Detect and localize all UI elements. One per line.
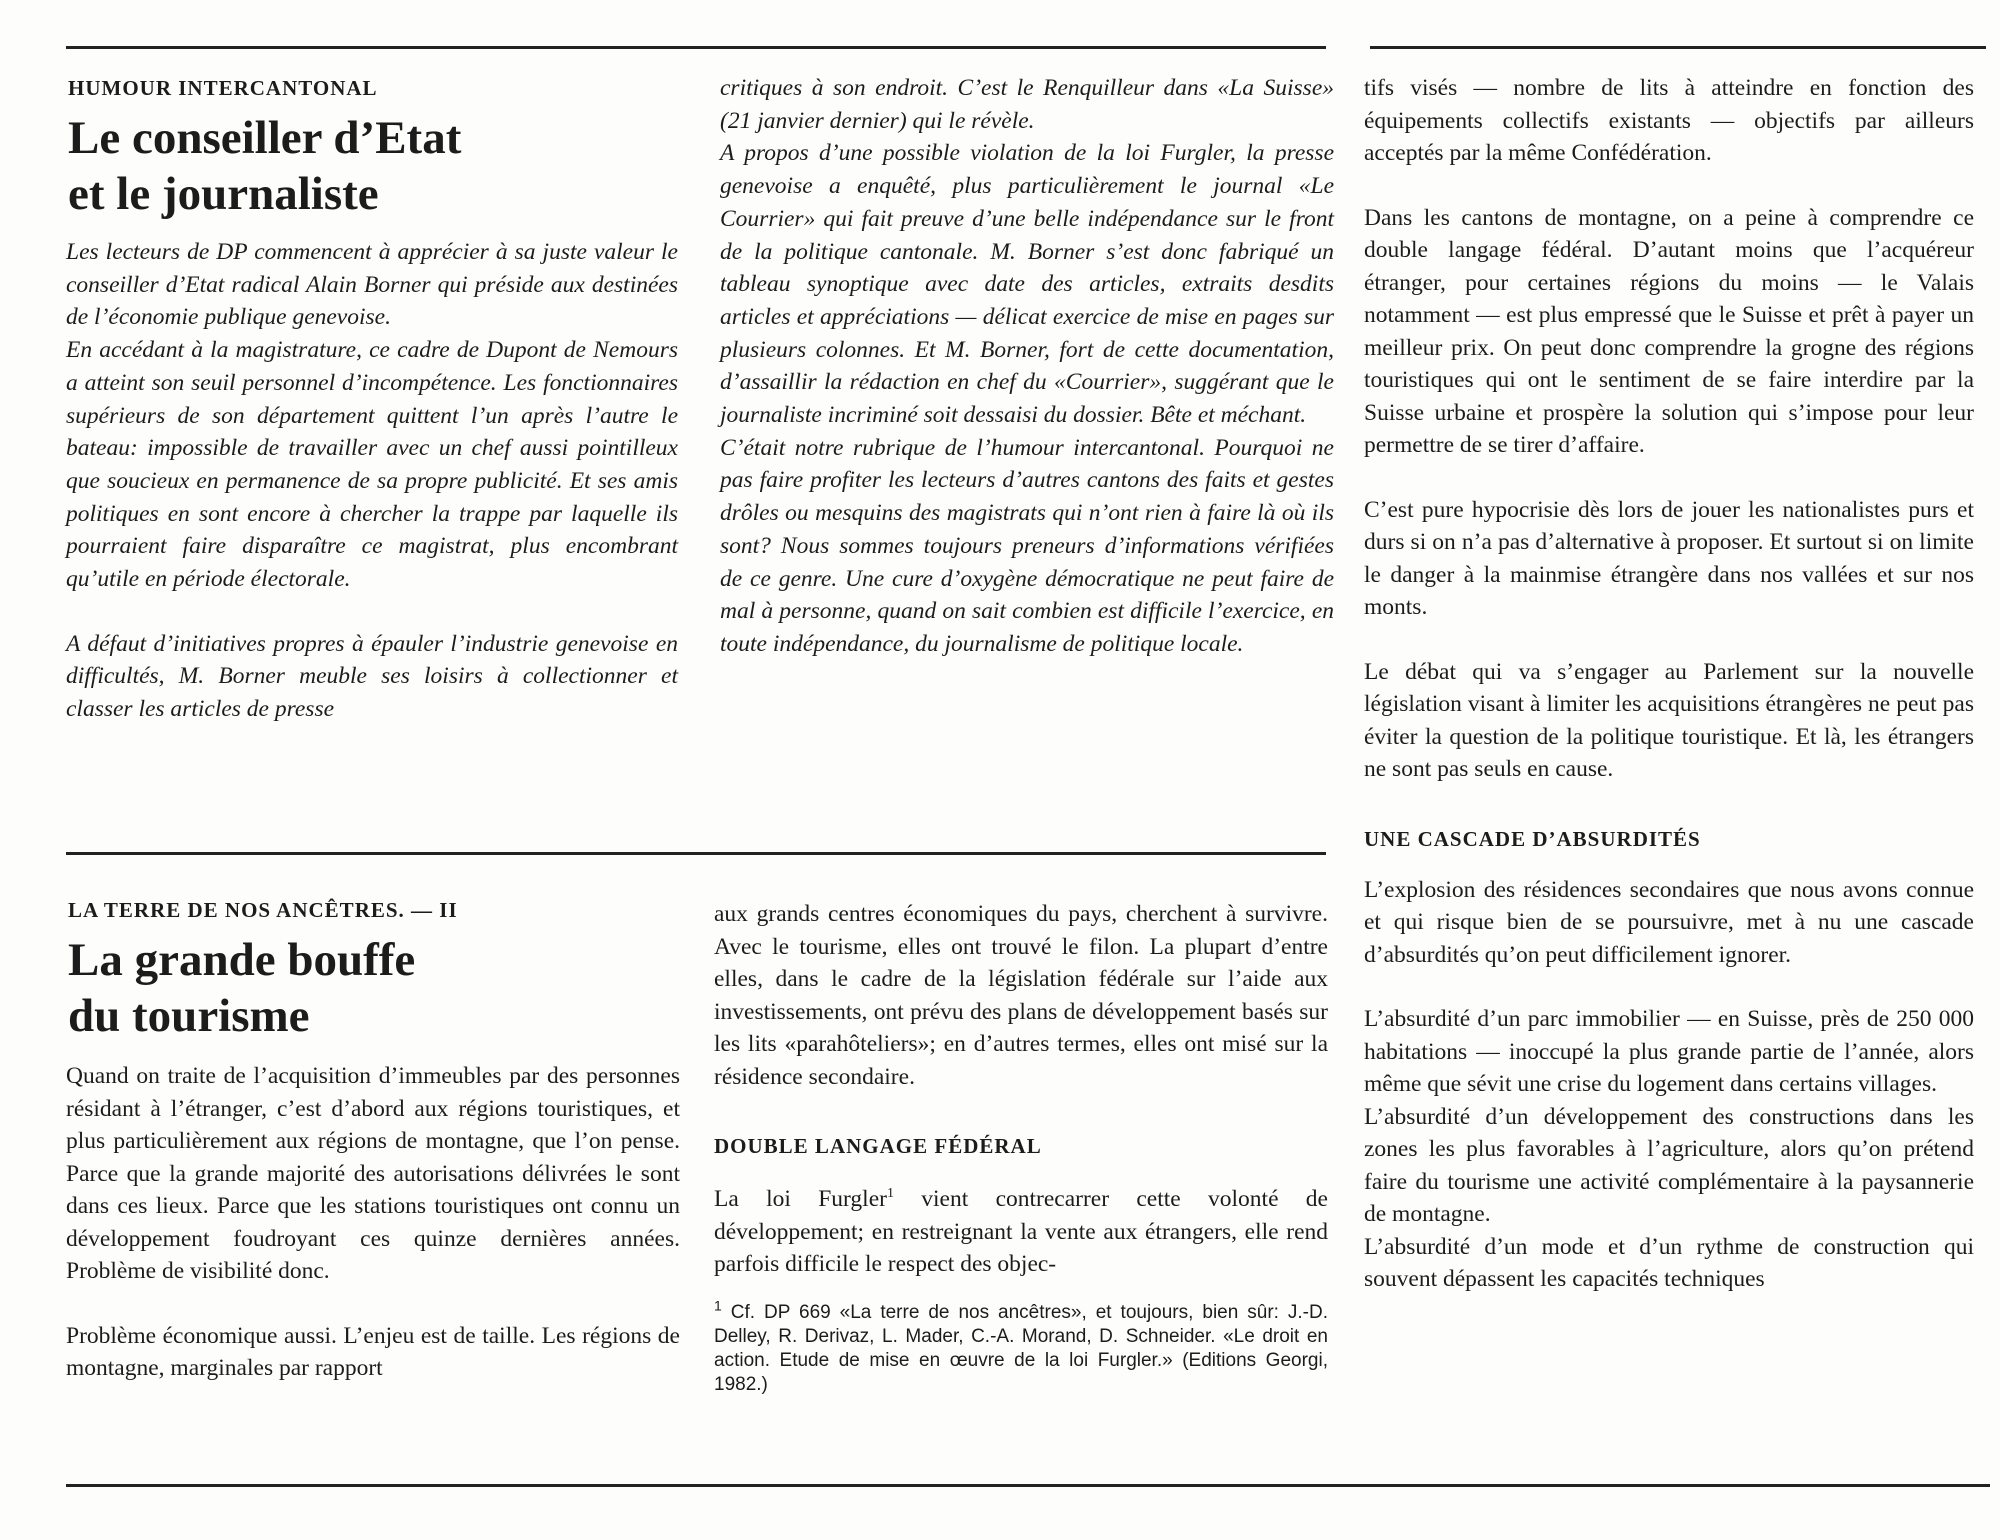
footnote: $^1$ Cf. DP 669 «La terre de nos ancêtres», et toujours, bien sûr: J.-D. Delley, R. Derivaz, L. Mader, C.-A. Morand, D. Schneider. «Le droit en action. Etude de mise en œuvre de la loi Furgler.» (Editions Georgi, 1982.) [714,1297,1328,1395]
article1-column1 [66,236,678,726]
footnote-mark: 1 [714,1297,722,1314]
top-rule-left [66,46,1326,49]
article2-paragraph: Le débat qui va s’engager au Parlement sur la nouvelle législation visant à limiter les acquisitions étrangères ne peut pas éviter la question de la politique touristique. Et là, les étrangers ne sont pas seuls en cause. [1364,658,1974,782]
bottom-rule [66,1484,1990,1487]
top-rule-right [1370,46,1986,49]
middle-rule [66,852,1326,855]
article2-paragraph: L’absurdité d’un parc immobilier — en Suisse, près de 250 000 habitations — inoccupé la plus grande partie de l’année, alors même que sévit une crise du logement dans certains villages. [1364,1006,1974,1097]
article2-paragraph-furgler: La loi Furgler$^1$ vient contrecarrer cette volonté de développement; en restreignant la vente aux étrangers, elle rend parfois difficile le respect des objec- [714,1186,1328,1277]
article2-paragraph: aux grands centres économiques du pays, cherchent à survivre. Avec le tourisme, elles ont trouvé le filon. La plupart d’entre elles, dans le cadre de la législation fédérale sur l’aide aux investissements, ont prévu des plans de développement basés sur les lits «parahôteliers»; en d’autres termes, elles ont misé sur la résidence secondaire. [714,901,1328,1090]
subheading-double-langage: DOUBLE LANGAGE FÉDÉRAL [714,1134,1042,1158]
article2-paragraph: L’absurdité d’un mode et d’un rythme de construction qui souvent dépassent les capacités techniques [1364,1233,1974,1292]
article2-paragraph: L’explosion des résidences secondaires que nous avons connue et qui risque bien de se poursuivre, met à nu une cascade d’absurdités qu’on peut difficilement ignorer. [1364,876,1974,968]
footnote-ref: 1 [886,1186,894,1202]
article2-paragraph: Quand on traite de l’acquisition d’immeubles par des personnes résidant à l’étranger, c’est d’abord aux régions touristiques, et plus particulièrement aux régions de montagne, que l’on pense. Parce que la grande majorité des autorisations délivrées le sont dans ces lieux. Parce que les stations touristiques ont connu un développement foudroyant ces quinze dernières années. Problème de visibilité donc. [66,1063,680,1284]
article1-headline-line1: Le conseiller d’Etat [68,112,462,164]
article2-paragraph: Dans les cantons de montagne, on a peine à comprendre ce double langage fédéral. D’autant moins que l’acquéreur étranger, pour certaines régions du moins — le Valais notamment — est plus empressé que le Suisse et prêt à payer un meilleur prix. On peut donc comprendre la grogne des régions touristiques qui ont le sentiment de se faire interdire par la Suisse urbaine et prospère la solution qui s’impose pour leur permettre de se tirer d’affaire. [1364,204,1974,458]
article1-kicker: HUMOUR INTERCANTONAL [68,76,378,100]
article2-headline-line2: du tourisme [68,990,310,1042]
article2-kicker: LA TERRE DE NOS ANCÊTRES. — II [68,898,458,922]
article2-column2 [714,898,1328,1397]
article1-paragraph: A propos d’une possible violation de la loi Furgler, la presse genevoise a enquêté, plus particulièrement le journal «Le Courrier» qui fait preuve d’une belle indépendance sur le front de la politique cantonale. M. Borner s’est donc fabriqué un tableau synoptique avec date des articles, extraits desdits articles et appréciations — délicat exercice de mise en pages sur plusieurs colonnes. Et M. Borner, fort de cette documentation, d’assaillir la rédaction en chef du «Courrier», suggérant que le journaliste incriminé soit dessaisi du dossier. Bête et méchant. [720,140,1334,429]
article1-headline [68,110,461,222]
article2-column1 [66,1060,680,1385]
subheading-cascade: UNE CASCADE D’ABSURDITÉS [1364,826,1701,851]
article1-paragraph: Les lecteurs de DP commencent à apprécier à sa juste valeur le conseiller d’Etat radical Alain Borner qui préside aux destinées de l’économie publique genevoise. [66,239,678,331]
article2-paragraph: tifs visés — nombre de lits à atteindre en fonction des équipements collectifs existants — objectifs par ailleurs acceptés par la même Confédération. [1364,75,1974,166]
article2-paragraph: C’est pure hypocrisie dès lors de jouer les nationalistes purs et durs si on n’a pas d’alternative à proposer. Et surtout si on limite le danger à la mainmise étrangère dans nos vallées et sur nos monts. [1364,496,1974,620]
article2-paragraph: L’absurdité d’un développement des constructions dans les zones les plus favorables à l’agriculture, alors qu’on prétend faire du tourisme une activité complémentaire à la paysannerie de montagne. [1364,1103,1974,1227]
article1-paragraph: critiques à son endroit. C’est le Renquilleur dans «La Suisse» (21 janvier dernier) qui le révèle. [720,75,1334,134]
article1-paragraph: En accédant à la magistrature, ce cadre de Dupont de Nemours a atteint son seuil personnel d’incompétence. Les fonctionnaires supérieurs de son département quittent l’un après l’autre le bateau: impossible de travailler avec un chef aussi pointilleux que soucieux en permanence de sa propre publicité. Et ses amis politiques en sont encore à chercher la trappe par laquelle ils pourraient faire disparaître ce magistrat, plus encombrant qu’utile en période électorale. [66,337,678,593]
article2-column3 [1364,72,1974,1296]
article2-paragraph: Problème économique aussi. L’enjeu est de taille. Les régions de montagne, marginales par rapport [66,1322,680,1381]
article2-headline [68,932,415,1044]
article1-paragraph: A défaut d’initiatives propres à épauler l’industrie genevoise en difficultés, M. Borner meuble ses loisirs à collectionner et classer les articles de presse [66,630,678,723]
article1-paragraph: C’était notre rubrique de l’humour intercantonal. Pourquoi ne pas faire profiter les lecteurs d’autres cantons des faits et gestes drôles ou mesquins des magistrats qui n’ont rien à faire là où ils sont? Nous sommes toujours preneurs d’informations vérifiées de ce genre. Une cure d’oxygène démocratique ne peut faire de mal à personne, quand on sait combien est difficile l’exercice, en toute indépendance, du journalisme de politique locale. [720,434,1334,657]
article2-headline-line1: La grande bouffe [68,934,416,986]
article1-column2 [720,72,1334,661]
article1-headline-line2: et le journaliste [68,168,379,220]
